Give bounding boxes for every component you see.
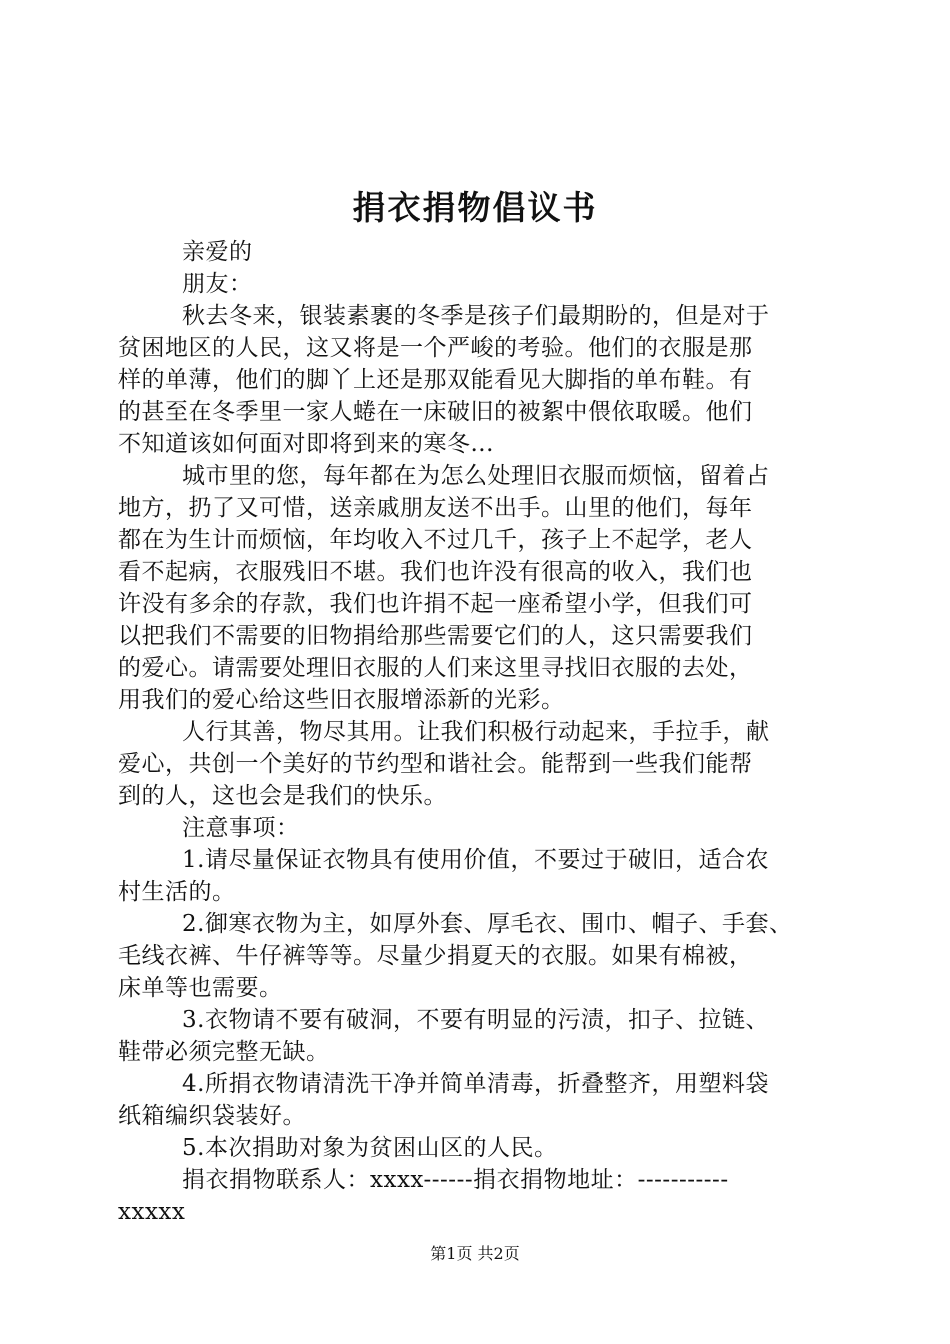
text-line: 捐衣捐物联系人：xxxx------捐衣捐物地址：----------- <box>182 1167 729 1193</box>
text-line: 毛线衣裤、牛仔裤等等。尽量少捐夏天的衣服。如果有棉被， <box>118 943 753 969</box>
text-line: 鞋带必须完整无缺。 <box>118 1039 330 1065</box>
text-line: 都在为生计而烦恼，年均收入不过几千，孩子上不起学，老人 <box>118 527 753 553</box>
text-line: 用我们的爱心给这些旧衣服增添新的光彩。 <box>118 687 565 713</box>
page-footer: 第1页 共2页 <box>430 1244 520 1263</box>
text-line: 床单等也需要。 <box>118 975 283 1001</box>
text-line: 朋友： <box>182 271 253 297</box>
text-line: 3.衣物请不要有破洞，不要有明显的污渍，扣子、拉链、 <box>182 1007 769 1033</box>
text-line: 的爱心。请需要处理旧衣服的人们来这里寻找旧衣服的去处， <box>118 655 753 681</box>
text-line: 4.所捐衣物请清洗干净并简单清毒，折叠整齐，用塑料袋 <box>182 1071 769 1097</box>
document-body <box>118 236 834 1228</box>
text-line: 贫困地区的人民，这又将是一个严峻的考验。他们的衣服是那 <box>118 335 753 361</box>
text-line: 的甚至在冬季里一家人蜷在一床破旧的被絮中偎依取暖。他们 <box>118 399 753 425</box>
text-line: 5.本次捐助对象为贫困山区的人民。 <box>182 1135 558 1161</box>
text-line: 2.御寒衣物为主，如厚外套、厚毛衣、围巾、帽子、手套、 <box>182 911 793 937</box>
text-line: 样的单薄，他们的脚丫上还是那双能看见大脚指的单布鞋。有 <box>118 367 753 393</box>
text-line: 许没有多余的存款，我们也许捐不起一座希望小学，但我们可 <box>118 591 753 617</box>
text-line: 1.请尽量保证衣物具有使用价值，不要过于破旧，适合农 <box>182 847 769 873</box>
text-line: xxxxx <box>118 1199 186 1225</box>
text-line: 爱心，共创一个美好的节约型和谐社会。能帮到一些我们能帮 <box>118 751 753 777</box>
text-line: 村生活的。 <box>118 879 236 905</box>
text-line: 到的人，这也会是我们的快乐。 <box>118 783 447 809</box>
text-line: 纸箱编织袋装好。 <box>118 1103 306 1129</box>
text-line: 以把我们不需要的旧物捐给那些需要它们的人，这只需要我们 <box>118 623 753 649</box>
text-line: 不知道该如何面对即将到来的寒冬... <box>118 431 494 457</box>
text-line: 看不起病，衣服残旧不堪。我们也许没有很高的收入，我们也 <box>118 559 753 585</box>
text-line: 亲爱的 <box>182 239 253 265</box>
text-line: 秋去冬来，银装素裹的冬季是孩子们最期盼的，但是对于 <box>182 303 770 329</box>
text-line: 人行其善，物尽其用。让我们积极行动起来，手拉手，献 <box>182 719 770 745</box>
text-line: 注意事项： <box>182 815 300 841</box>
text-line: 地方，扔了又可惜，送亲戚朋友送不出手。山里的他们，每年 <box>118 495 753 521</box>
document-title: 捐衣捐物倡议书 <box>352 188 598 227</box>
text-line: 城市里的您，每年都在为怎么处理旧衣服而烦恼，留着占 <box>182 463 770 489</box>
